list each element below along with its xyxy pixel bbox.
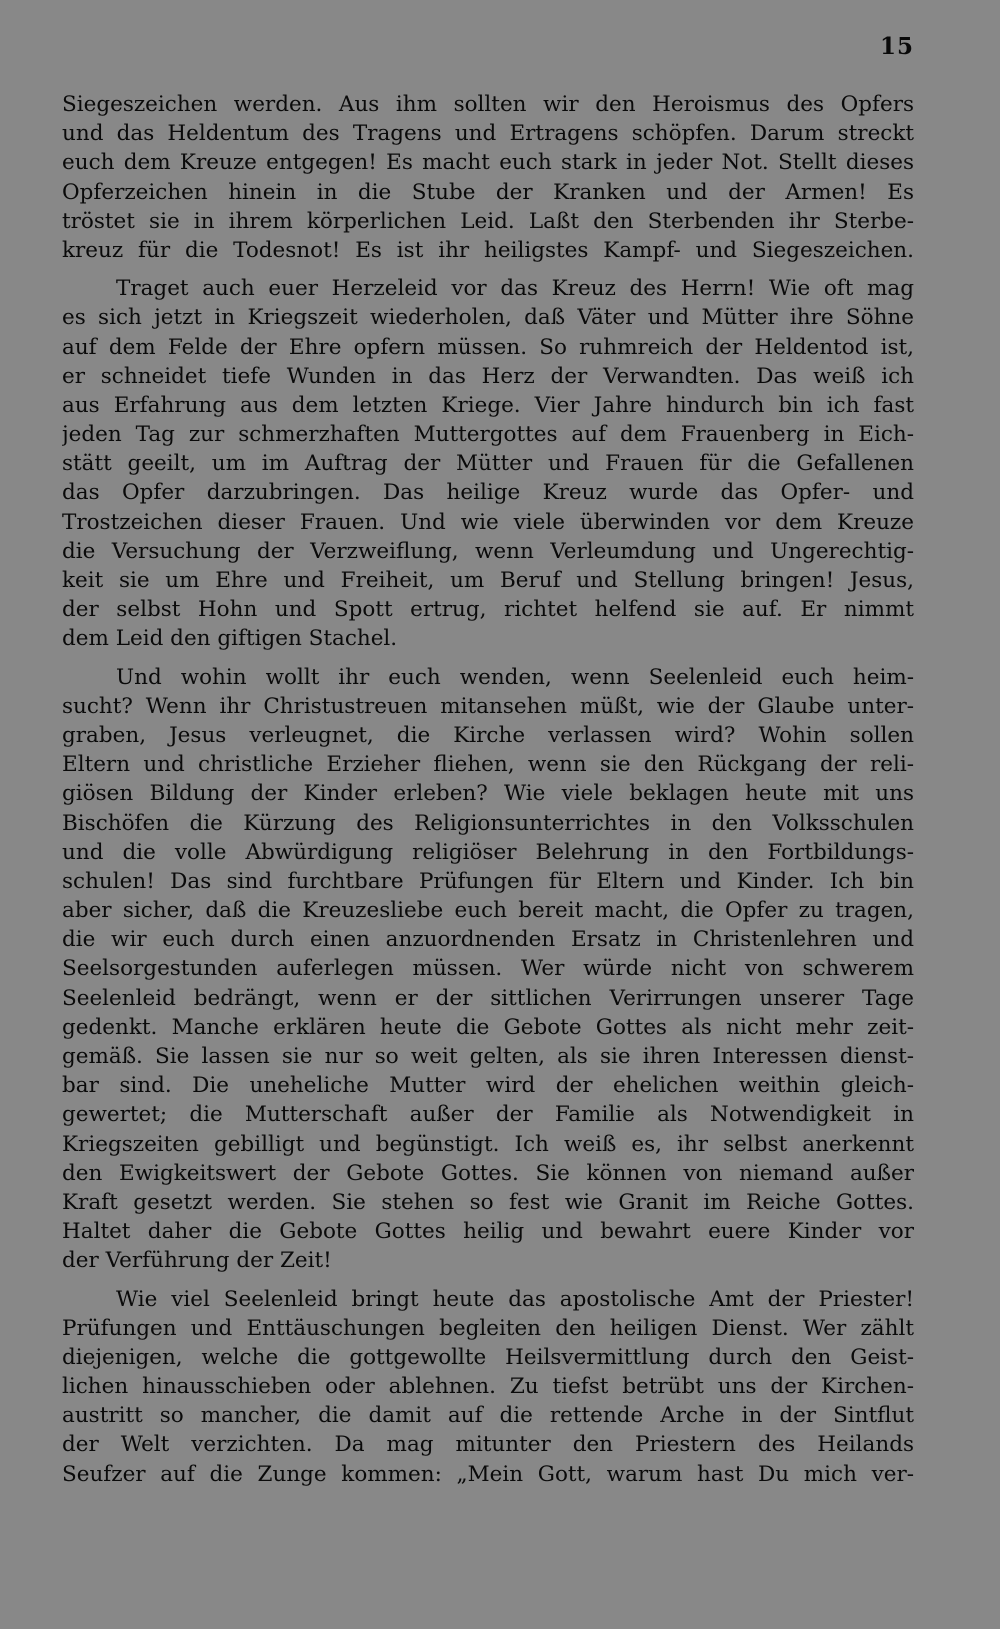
text-line: lichen hinausschieben oder ablehnen. Zu tiefst betrübt uns der Kirchen-	[62, 1374, 914, 1400]
text-line: der Welt verzichten. Da mag mitunter den Priestern des Heilands	[62, 1432, 914, 1458]
text-line: gemäß. Sie lassen sie nur so weit gelten, als sie ihren Interessen dienst-	[62, 1044, 914, 1069]
text-line: jeden Tag zur schmerzhaften Muttergottes auf dem Frauenberg in Eich-	[62, 422, 914, 448]
text-line: giösen Bildung der Kinder erleben? Wie viele beklagen heute mit uns	[62, 781, 914, 807]
text-line: Seelsorgestunden auferlegen müssen. Wer würde nicht von schwerem	[62, 956, 914, 982]
text-line: Traget auch euer Herzeleid vor das Kreuz des Herrn! Wie oft mag	[116, 276, 914, 302]
text-line: Seufzer auf die Zunge kommen: „Mein Gott, warum hast Du mich ver-	[62, 1461, 914, 1487]
body-text	[62, 90, 914, 1489]
text-line: Wie viel Seelenleid bringt heute das apostolische Amt der Priester!	[116, 1286, 914, 1312]
text-line: und das Heldentum des Tragens und Ertragens schöpfen. Darum streckt	[62, 121, 914, 147]
page-number: 15	[879, 33, 914, 60]
text-line: keit sie um Ehre und Freiheit, um Beruf und Stellung bringen! Jesus,	[62, 568, 914, 593]
text-line: dem Leid den giftigen Stachel.	[62, 626, 398, 652]
text-line: sucht? Wenn ihr Christustreuen mitansehen müßt, wie der Glaube unter-	[62, 693, 914, 719]
text-line: der Verführung der Zeit!	[62, 1248, 332, 1274]
paragraph-3	[62, 663, 914, 1276]
text-line: euch dem Kreuze entgegen! Es macht euch stark in jeder Not. Stellt dieses	[62, 150, 914, 176]
text-line: gewertet; die Mutterschaft außer der Familie als Notwendigkeit in	[62, 1102, 914, 1128]
text-line: Und wohin wollt ihr euch wenden, wenn Seelenleid euch heim-	[116, 664, 914, 690]
paragraph-1	[62, 90, 914, 265]
text-line: aus Erfahrung aus dem letzten Kriege. Vier Jahre hindurch bin ich fast	[62, 392, 914, 418]
text-line: auf dem Felde der Ehre opfern müssen. So ruhmreich der Heldentod ist,	[62, 334, 914, 360]
text-line: bar sind. Die uneheliche Mutter wird der ehelichen weithin gleich-	[62, 1073, 914, 1099]
text-line: Siegeszeichen werden. Aus ihm sollten wir den Heroismus des Opfers	[62, 92, 914, 117]
text-line: Seelenleid bedrängt, wenn er der sittlichen Verirrungen unserer Tage	[62, 985, 914, 1011]
text-line: er schneidet tiefe Wunden in das Herz der Verwandten. Das weiß ich	[62, 363, 914, 389]
text-line: stätt geeilt, um im Auftrag der Mütter und Frauen für die Gefallenen	[62, 451, 914, 477]
text-line: austritt so mancher, die damit auf die rettende Arche in der Sintflut	[62, 1403, 914, 1429]
text-line: Opferzeichen hinein in die Stube der Kranken und der Armen! Es	[62, 179, 914, 205]
text-line: der selbst Hohn und Spott ertrug, richtet helfend sie auf. Er nimmt	[62, 597, 914, 623]
text-line: und die volle Abwürdigung religiöser Belehrung in den Fortbildungs-	[62, 839, 914, 865]
text-line: Haltet daher die Gebote Gottes heilig und bewahrt euere Kinder vor	[62, 1219, 914, 1245]
text-line: diejenigen, welche die gottgewollte Heilsvermittlung durch den Geist-	[62, 1344, 914, 1370]
text-line: tröstet sie in ihrem körperlichen Leid. Laßt den Sterbenden ihr Sterbe-	[62, 208, 914, 234]
text-line: gedenkt. Manche erklären heute die Gebote Gottes als nicht mehr zeit-	[62, 1014, 914, 1040]
text-line: Kriegszeiten gebilligt und begünstigt. Ich weiß es, ihr selbst anerkennt	[62, 1131, 914, 1157]
paragraph-4	[62, 1285, 914, 1489]
text-line: kreuz für die Todesnot! Es ist ihr heiligstes Kampf- und Siegeszeichen.	[62, 237, 914, 263]
text-line: Kraft gesetzt werden. Sie stehen so fest wie Granit im Reiche Gottes.	[62, 1189, 914, 1215]
text-line: die Versuchung der Verzweiflung, wenn Verleumdung und Ungerechtig-	[62, 538, 914, 564]
text-line: den Ewigkeitswert der Gebote Gottes. Sie können von niemand außer	[62, 1160, 914, 1186]
text-line: das Opfer darzubringen. Das heilige Kreuz wurde das Opfer- und	[62, 480, 914, 506]
text-line: Trostzeichen dieser Frauen. Und wie viele überwinden vor dem Kreuze	[62, 509, 914, 535]
text-line: Eltern und christliche Erzieher fliehen, wenn sie den Rückgang der reli-	[62, 752, 914, 778]
text-line: es sich jetzt in Kriegszeit wiederholen, daß Väter und Mütter ihre Söhne	[62, 305, 914, 331]
text-line: graben, Jesus verleugnet, die Kirche verlassen wird? Wohin sollen	[62, 722, 914, 748]
text-line: schulen! Das sind furchtbare Prüfungen für Eltern und Kinder. Ich bin	[62, 868, 914, 894]
text-line: aber sicher, daß die Kreuzesliebe euch bereit macht, die Opfer zu tragen,	[62, 898, 914, 924]
text-line: die wir euch durch einen anzuordnenden Ersatz in Christenlehren und	[62, 927, 914, 953]
paragraph-2	[62, 274, 914, 653]
text-line: Prüfungen und Enttäuschungen begleiten den heiligen Dienst. Wer zählt	[62, 1315, 914, 1341]
text-line: Bischöfen die Kürzung des Religionsunterrichtes in den Volksschulen	[62, 810, 914, 836]
